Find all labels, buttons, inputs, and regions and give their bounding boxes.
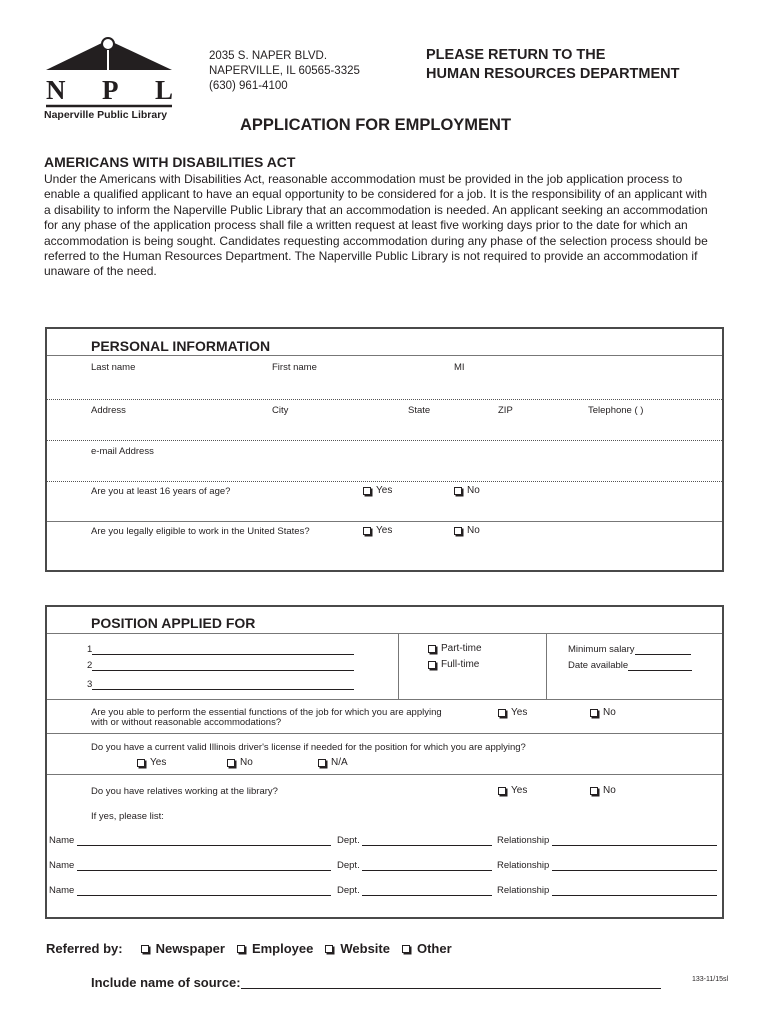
ada-line: referred to the Human Resources Department. The Naperville Public Library is not required to provide an accommodation if — [44, 249, 698, 264]
divider — [47, 521, 722, 522]
no-label: No — [467, 525, 480, 536]
divider — [47, 440, 722, 441]
essential-line-2: with or without reasonable accommodations? — [91, 717, 282, 728]
divider — [398, 633, 399, 699]
referred-employee-option[interactable]: Employee — [251, 941, 314, 956]
checkbox-icon[interactable] — [402, 945, 410, 953]
yes-label: Yes — [376, 525, 393, 536]
relative-dept-field[interactable] — [337, 885, 492, 896]
referred-by-label: Referred by: — [46, 941, 123, 956]
relative-dept-field[interactable] — [337, 860, 492, 871]
divider — [546, 633, 547, 699]
checkbox-icon[interactable] — [141, 945, 149, 953]
na-label: N/A — [331, 757, 348, 768]
license-na-checkbox[interactable] — [318, 757, 348, 768]
logo-letter-n: N — [46, 75, 67, 105]
full-time-label: Full-time — [441, 659, 480, 670]
address-phone: (630) 961-4100 — [209, 80, 288, 92]
age-no-checkbox[interactable] — [454, 485, 480, 496]
divider — [47, 633, 722, 634]
dept-label: Dept. — [337, 885, 360, 896]
ada-paragraph — [44, 172, 719, 280]
position-1-field[interactable] — [87, 644, 354, 655]
yes-label: Yes — [376, 485, 393, 496]
divider — [47, 355, 722, 356]
checkbox-icon — [363, 487, 371, 495]
position-number: 1 — [87, 644, 93, 655]
library-address — [209, 49, 360, 94]
checkbox-icon — [498, 787, 506, 795]
logo-letter-l: L — [154, 75, 174, 105]
part-time-label: Part-time — [441, 643, 482, 654]
checkbox-icon[interactable] — [237, 945, 245, 953]
logo-name: Naperville Public Library — [44, 109, 168, 121]
checkbox-icon — [428, 661, 436, 669]
first-name-field[interactable]: First name — [272, 362, 317, 373]
eligible-no-checkbox[interactable] — [454, 525, 480, 536]
referred-newspaper-option[interactable]: Newspaper — [155, 941, 225, 956]
no-label: No — [467, 485, 480, 496]
address-field[interactable]: Address — [91, 405, 126, 416]
ada-heading: AMERICANS WITH DISABILITIES ACT — [44, 154, 296, 170]
license-yes-checkbox[interactable] — [137, 757, 166, 768]
position-number: 3 — [87, 679, 93, 690]
date-available-field[interactable] — [568, 660, 692, 671]
relationship-label: Relationship — [497, 860, 550, 871]
logo-letter-p: P — [101, 75, 120, 105]
checkbox-icon — [363, 527, 371, 535]
last-name-field[interactable]: Last name — [91, 362, 136, 373]
relative-dept-field[interactable] — [337, 835, 492, 846]
checkbox-icon — [590, 787, 598, 795]
return-instructions — [426, 46, 680, 84]
ada-line: accommodation is being sought. Candidates requesting accommodation during any phase of the selection process should be — [44, 233, 708, 248]
relative-relationship-field[interactable] — [497, 885, 717, 896]
essential-question — [91, 708, 442, 728]
yes-label: Yes — [150, 757, 167, 768]
divider — [47, 699, 722, 700]
relative-relationship-field[interactable] — [497, 860, 717, 871]
relative-name-field[interactable] — [49, 835, 331, 846]
checkbox-icon — [318, 759, 326, 767]
checkbox-icon — [498, 709, 506, 717]
license-question: Do you have a current valid Illinois driver's license if needed for the position for which you are applying? — [91, 742, 526, 753]
source-label: Include name of source: — [91, 975, 241, 990]
yes-label: Yes — [511, 707, 528, 718]
no-label: No — [603, 785, 616, 796]
referred-website-option[interactable]: Website — [340, 941, 390, 956]
relationship-label: Relationship — [497, 885, 550, 896]
position-heading: POSITION APPLIED FOR — [91, 615, 256, 631]
return-line-1: PLEASE RETURN TO THE — [426, 47, 606, 63]
form-code: 133-11/15sl — [692, 976, 729, 983]
source-name-field[interactable] — [91, 975, 661, 990]
part-time-checkbox[interactable] — [428, 643, 482, 654]
relative-relationship-field[interactable] — [497, 835, 717, 846]
no-label: No — [603, 707, 616, 718]
position-2-field[interactable] — [87, 660, 354, 671]
state-field[interactable]: State — [408, 405, 431, 416]
ada-line: enable a qualified applicant to have an equal opportunity to be considered for a job. It is the responsibility of an applicant with — [44, 187, 708, 202]
ada-line: unaware of the need. — [44, 264, 157, 279]
position-3-field[interactable] — [87, 679, 354, 690]
return-line-2: HUMAN RESOURCES DEPARTMENT — [426, 66, 680, 82]
checkbox-icon — [454, 487, 462, 495]
essential-line-1: Are you able to perform the essential functions of the job for which you are applying — [91, 707, 442, 718]
age-question: Are you at least 16 years of age? — [91, 486, 231, 497]
relationship-label: Relationship — [497, 835, 550, 846]
divider — [47, 733, 722, 734]
no-label: No — [240, 757, 253, 768]
address-city: NAPERVILLE, IL 60565-3325 — [209, 65, 360, 77]
license-no-checkbox[interactable] — [227, 757, 253, 768]
divider — [47, 399, 722, 400]
page-title: APPLICATION FOR EMPLOYMENT — [240, 116, 512, 134]
relatives-no-checkbox[interactable] — [590, 785, 616, 796]
eligible-question: Are you legally eligible to work in the United States? — [91, 526, 310, 537]
dept-label: Dept. — [337, 835, 360, 846]
essential-yes-checkbox[interactable] — [498, 707, 527, 718]
referred-by-row — [46, 941, 452, 956]
if-yes-label: If yes, please list: — [91, 811, 164, 822]
checkbox-icon[interactable] — [325, 945, 333, 953]
source-input-line[interactable] — [241, 977, 661, 989]
min-salary-label: Minimum salary — [568, 644, 635, 655]
relatives-yes-checkbox[interactable] — [498, 785, 527, 796]
logo-letters — [46, 76, 174, 104]
city-field[interactable]: City — [272, 405, 289, 416]
zip-field[interactable]: ZIP — [498, 405, 513, 416]
full-time-checkbox[interactable] — [428, 659, 479, 670]
eligible-yes-checkbox[interactable] — [363, 525, 392, 536]
checkbox-icon — [454, 527, 462, 535]
age-yes-checkbox[interactable] — [363, 485, 392, 496]
mi-field[interactable]: MI — [454, 362, 465, 373]
personal-info-heading: PERSONAL INFORMATION — [91, 338, 271, 354]
yes-label: Yes — [511, 785, 528, 796]
ada-line: Under the Americans with Disabilities Act, reasonable accommodation must be provided in the job application process to — [44, 172, 683, 186]
position-number: 2 — [87, 660, 93, 671]
divider — [47, 774, 722, 775]
checkbox-icon — [428, 645, 436, 653]
name-label: Name — [49, 885, 75, 896]
checkbox-icon — [227, 759, 235, 767]
telephone-field[interactable]: Telephone ( ) — [588, 405, 644, 416]
relative-name-field[interactable] — [49, 885, 331, 896]
email-field[interactable]: e-mail Address — [91, 446, 154, 457]
essential-no-checkbox[interactable] — [590, 707, 616, 718]
name-label: Name — [49, 835, 75, 846]
dept-label: Dept. — [337, 860, 360, 871]
checkbox-icon — [590, 709, 598, 717]
referred-other-option[interactable]: Other — [416, 941, 452, 956]
relative-name-field[interactable] — [49, 860, 331, 871]
date-available-label: Date available — [568, 660, 629, 671]
ada-line: a disability to inform the Naperville Public Library that an accommodation is needed. An applicant seeking an accommodation — [44, 202, 708, 217]
ada-line: for any phase of the application process shall file a written request at least five working days prior to the date for which an — [44, 218, 688, 233]
checkbox-icon — [137, 759, 145, 767]
min-salary-field[interactable] — [568, 644, 691, 655]
address-street: 2035 S. NAPER BLVD. — [209, 50, 328, 62]
name-label: Name — [49, 860, 75, 871]
divider — [47, 481, 722, 482]
relatives-question: Do you have relatives working at the library? — [91, 786, 278, 797]
